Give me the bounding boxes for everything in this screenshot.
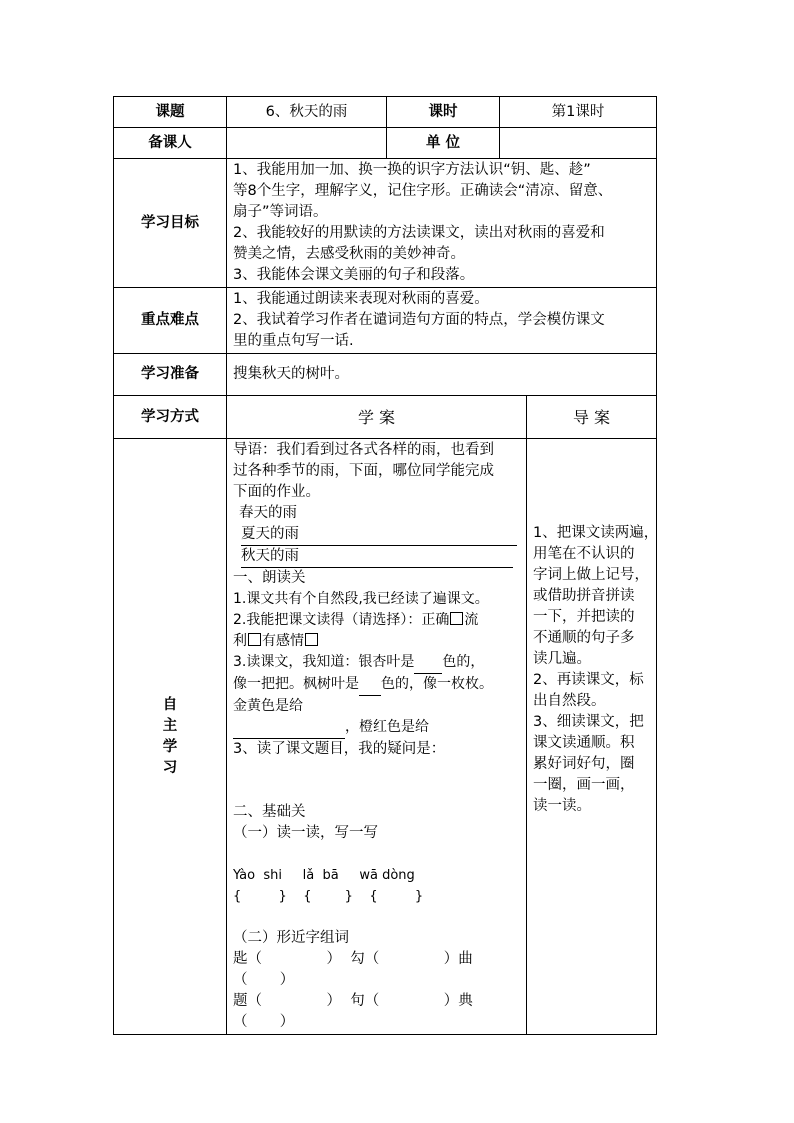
key-points-content bbox=[227, 288, 657, 354]
guide-line: 用笔在不认识的 bbox=[533, 546, 635, 562]
sub2-title: （二）形近字组词 bbox=[233, 930, 349, 946]
guide-plan-content bbox=[527, 439, 657, 1035]
guide-line: 3、细读课文，把 bbox=[533, 714, 644, 730]
self-study-char: 主 bbox=[162, 717, 178, 734]
header-row-2 bbox=[114, 128, 657, 159]
guide-line: 读一读。 bbox=[533, 798, 591, 814]
item3-text: 色的，像一枚枚。 bbox=[381, 676, 493, 692]
spacer bbox=[233, 844, 520, 865]
item2-cont bbox=[233, 631, 520, 652]
goals-line: 扇子”等词语。 bbox=[233, 204, 328, 220]
item3-cont bbox=[233, 674, 520, 696]
topic-value: 6、秋天的雨 bbox=[227, 97, 387, 128]
preparation-row bbox=[114, 354, 657, 396]
word-row-2: 题（ ） 句（ ）典 bbox=[233, 993, 473, 1009]
key-points-line: 1、我能通过朗读来表现对秋雨的喜爱。 bbox=[233, 291, 489, 307]
golden-blank[interactable] bbox=[233, 717, 345, 739]
section2-title: 二、基础关 bbox=[233, 804, 306, 820]
item3-text: 3.读课文，我知道：银杏叶是 bbox=[233, 654, 415, 670]
goals-content bbox=[227, 159, 657, 288]
guide-line: 一圈，画一画， bbox=[533, 777, 635, 793]
spring-rain-line bbox=[233, 503, 520, 524]
method-row bbox=[114, 396, 657, 439]
guide-line: 课文读通顺。积 bbox=[533, 735, 635, 751]
item3-text: ，橙红色是给 bbox=[345, 719, 429, 735]
goals-line: 赞美之情，去感受秋雨的美妙神奇。 bbox=[233, 246, 465, 262]
question-line: 3、读了课文题目，我的疑问是： bbox=[233, 741, 446, 757]
maple-color-blank[interactable] bbox=[359, 674, 381, 696]
item2-text: 2.我能把课文读得（请选择）：正确 bbox=[233, 612, 450, 628]
guide-line: 出自然段。 bbox=[533, 693, 606, 709]
item2-text: 流 bbox=[464, 612, 479, 628]
self-study-char: 学 bbox=[162, 738, 178, 755]
unit-label: 单 位 bbox=[387, 128, 500, 159]
autumn-rain-field[interactable] bbox=[241, 546, 513, 568]
guide-line: 2、再读课文，标 bbox=[533, 672, 644, 688]
item2-text: 有感情 bbox=[262, 633, 304, 649]
summer-rain-label: 夏天的雨 bbox=[241, 526, 299, 542]
key-points-line: 2、我试着学习作者在谴词造句方面的特点，学会模仿课文 bbox=[233, 312, 605, 328]
spacer bbox=[233, 760, 520, 781]
word-row-1: 匙（ ） 勾（ ）曲 bbox=[233, 951, 473, 967]
key-points-line: 里的重点句写一话. bbox=[233, 333, 354, 349]
summer-rain-field[interactable] bbox=[241, 524, 517, 546]
spring-rain-label: 春天的雨 bbox=[239, 505, 297, 521]
period-label: 课时 bbox=[387, 97, 500, 128]
intro-line: 下面的作业。 bbox=[233, 484, 320, 500]
key-points-label: 重点难点 bbox=[114, 288, 227, 354]
guide-line: 1、把课文读两遍， bbox=[533, 525, 659, 541]
preparer-value bbox=[227, 128, 387, 159]
guide-line: 读几遍。 bbox=[533, 651, 591, 667]
item3-text: 色的， bbox=[442, 654, 485, 670]
pinyin-line: Yào shi lǎ bā wā dòng bbox=[233, 868, 415, 883]
lesson-plan-table bbox=[113, 96, 657, 1035]
guide-line: 不通顺的句子多 bbox=[533, 630, 635, 646]
goals-line: 3、我能体会课文美丽的句子和段落。 bbox=[233, 267, 475, 283]
goals-line: 2、我能较好的用默读的方法读课文，读出对秋雨的喜爱和 bbox=[233, 225, 605, 241]
item2 bbox=[233, 610, 520, 631]
guide-line: 累好词好句，圈 bbox=[533, 756, 635, 772]
period-value: 第1课时 bbox=[500, 97, 657, 128]
method-label: 学习方式 bbox=[114, 396, 227, 439]
goals-line: 1、我能用加一加、换一换的识字方法认识“钥、匙、趁” bbox=[233, 162, 591, 178]
correct-checkbox[interactable] bbox=[450, 612, 463, 625]
spacer bbox=[233, 781, 520, 802]
goals-row bbox=[114, 159, 657, 288]
autumn-rain-label: 秋天的雨 bbox=[241, 548, 299, 564]
item2-text: 利 bbox=[233, 633, 247, 649]
guide-plan-header: 导 案 bbox=[527, 396, 657, 439]
word-row-1-cont: （ ） bbox=[233, 972, 295, 988]
header-row-1 bbox=[114, 97, 657, 128]
section1-title: 一、朗读关 bbox=[233, 570, 306, 586]
autumn-rain-line bbox=[233, 546, 520, 568]
item3-f bbox=[233, 717, 520, 739]
fluent-checkbox[interactable] bbox=[248, 633, 261, 646]
study-plan-content bbox=[227, 439, 527, 1035]
brackets-line: { } { } { } bbox=[233, 889, 424, 904]
ginkgo-color-blank[interactable] bbox=[414, 652, 442, 674]
self-study-char: 自 bbox=[162, 696, 178, 713]
unit-value bbox=[500, 128, 657, 159]
spacer bbox=[233, 907, 520, 928]
emotion-checkbox[interactable] bbox=[305, 633, 318, 646]
study-plan-header: 学 案 bbox=[227, 396, 527, 439]
self-study-label bbox=[114, 439, 227, 1035]
item3-text: 像一把把。枫树叶是 bbox=[233, 676, 359, 692]
topic-label: 课题 bbox=[114, 97, 227, 128]
guide-line: 一下，并把读的 bbox=[533, 609, 635, 625]
key-points-row bbox=[114, 288, 657, 354]
self-study-char: 习 bbox=[162, 759, 178, 776]
word-row-2-cont: （ ） bbox=[233, 1014, 295, 1030]
intro-line: 过各种季节的雨，下面，哪位同学能完成 bbox=[233, 463, 494, 479]
preparation-value: 搜集秋天的树叶。 bbox=[227, 354, 657, 396]
self-study-row bbox=[114, 439, 657, 1035]
goals-line: 等8个生字，理解字义，记住字形。正确读会“清凉、留意、 bbox=[233, 183, 613, 199]
item3 bbox=[233, 652, 520, 674]
guide-line: 字词上做上记号， bbox=[533, 567, 649, 583]
sub1-title: （一）读一读，写一写 bbox=[233, 825, 378, 841]
item1: 1.课文共有个自然段,我已经读了遍课文。 bbox=[233, 591, 489, 607]
item3-e: 金黄色是给 bbox=[233, 698, 303, 714]
intro-line: 导语：我们看到过各式各样的雨，也看到 bbox=[233, 442, 494, 458]
guide-line: 或借助拼音拼读 bbox=[533, 588, 635, 604]
goals-label: 学习目标 bbox=[114, 159, 227, 288]
summer-rain-line bbox=[233, 524, 520, 546]
preparer-label: 备课人 bbox=[114, 128, 227, 159]
preparation-label: 学习准备 bbox=[114, 354, 227, 396]
